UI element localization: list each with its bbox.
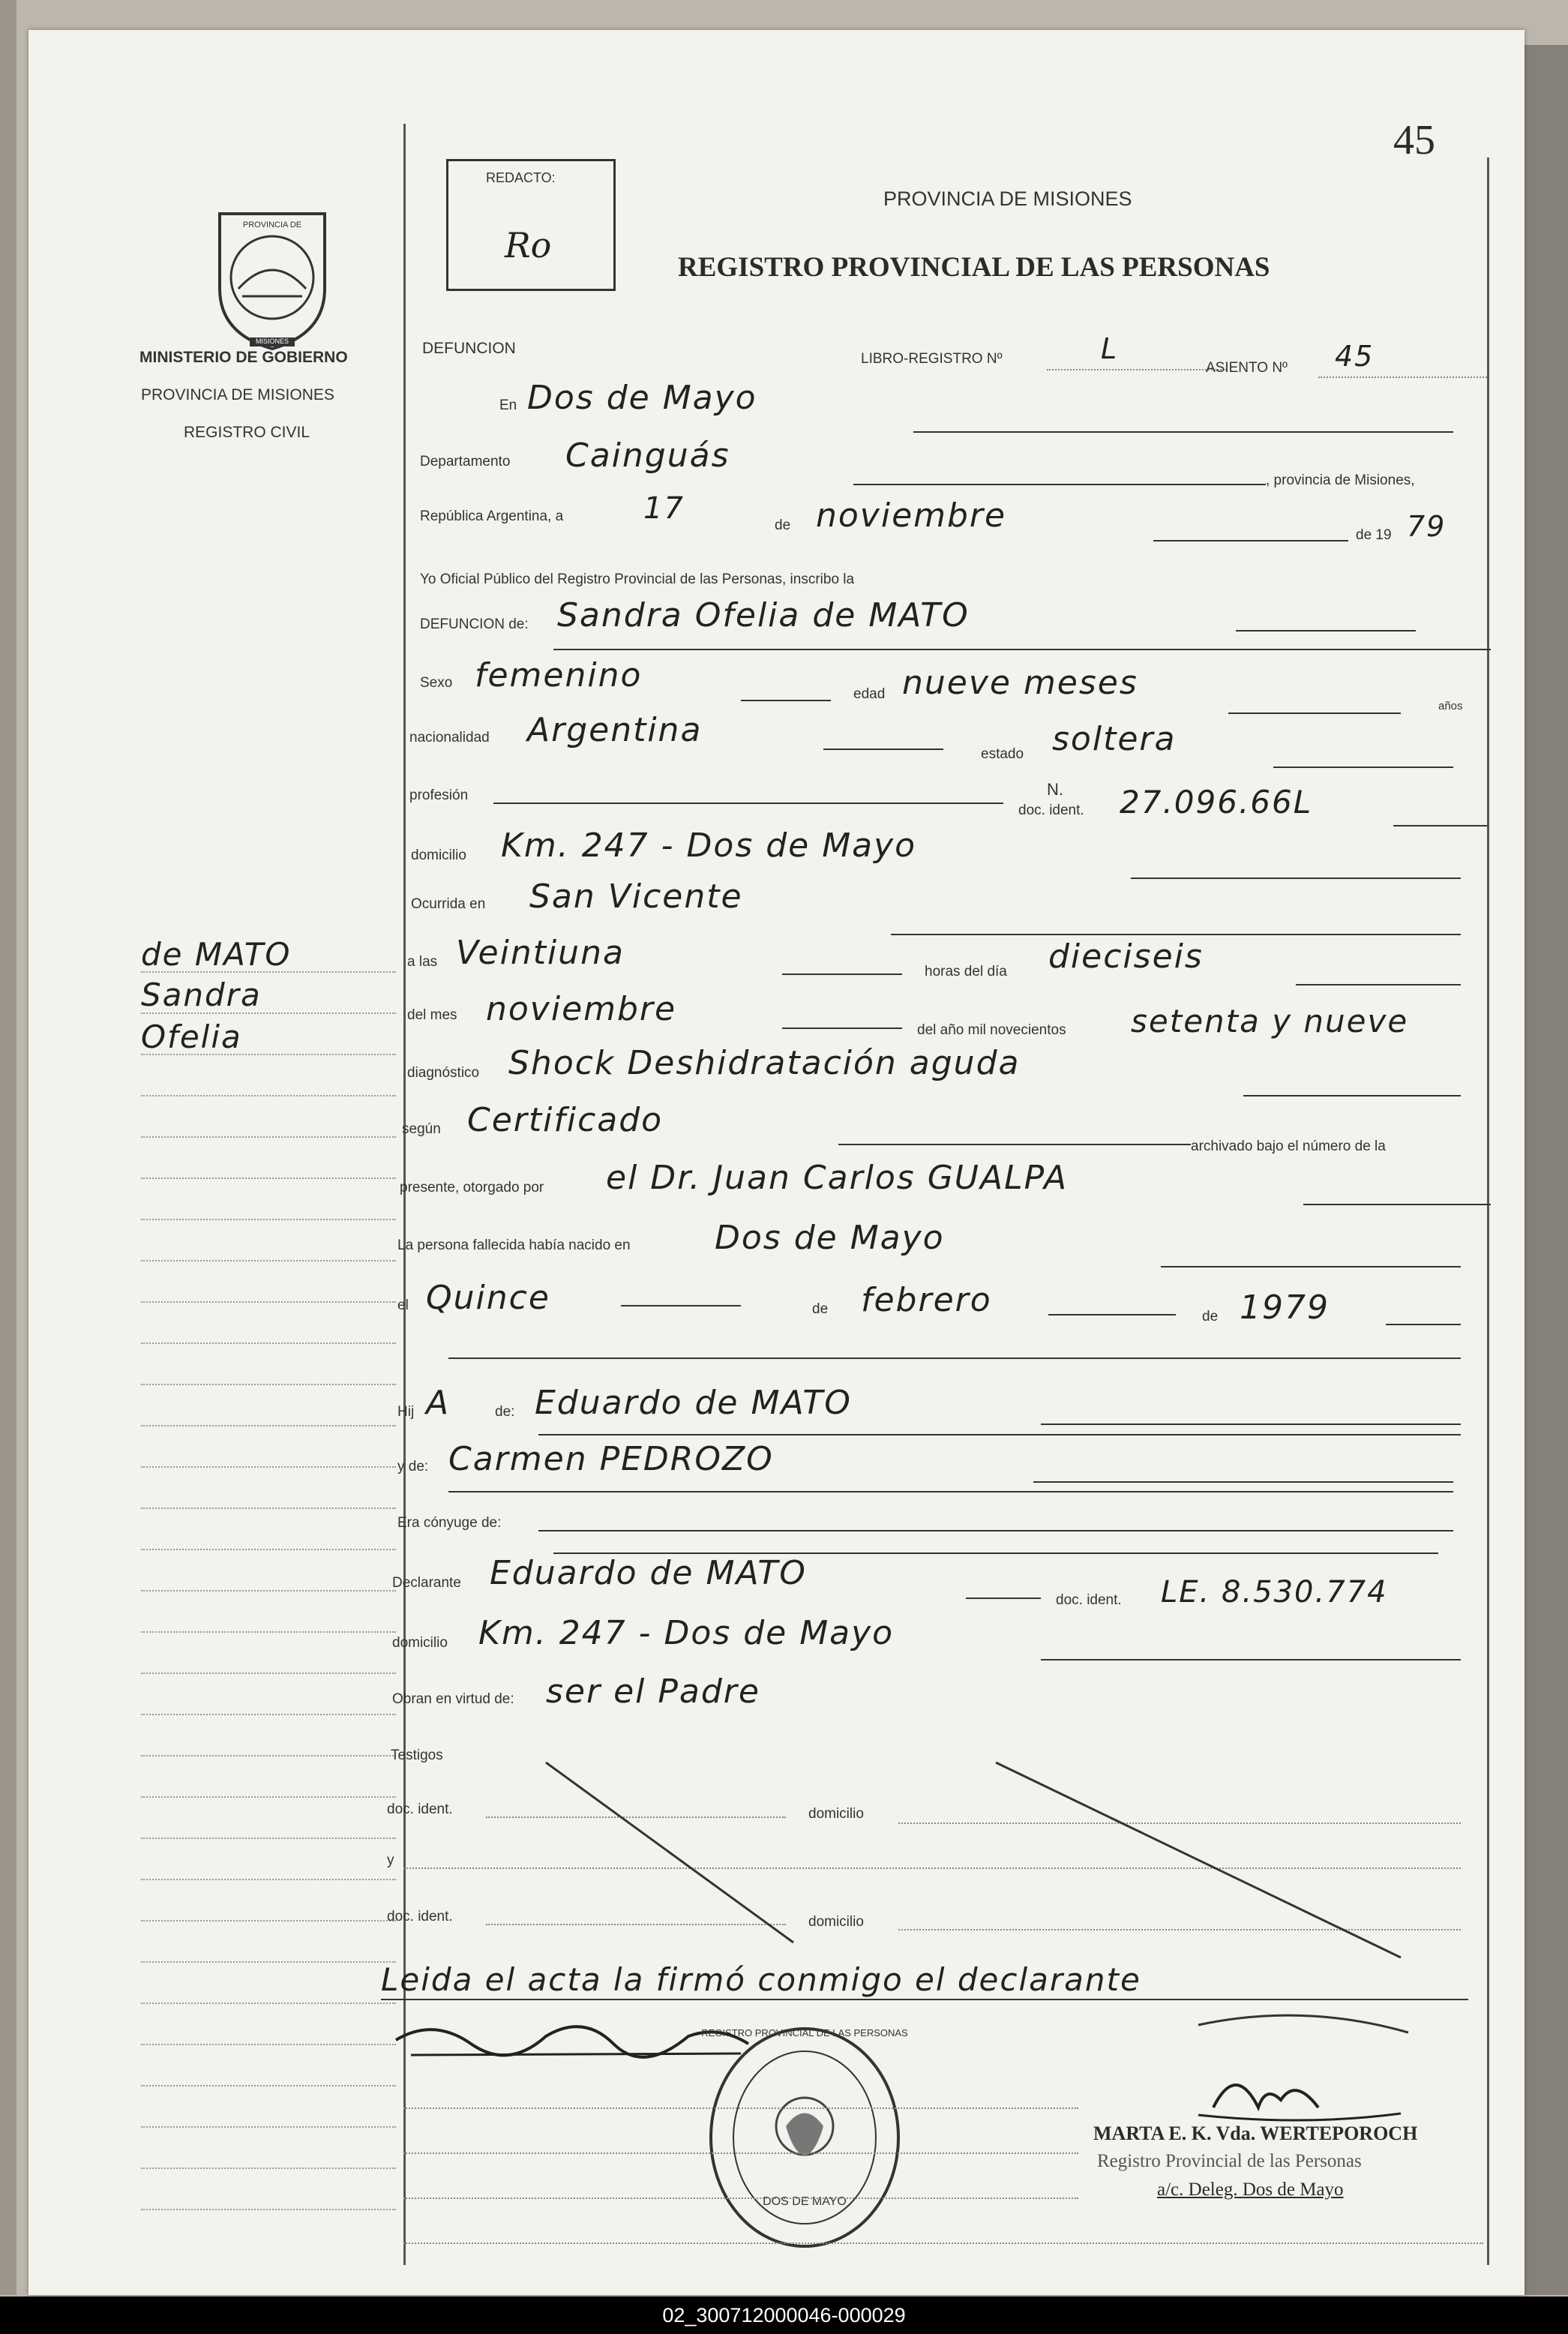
margin-line	[141, 1178, 396, 1179]
svg-text:REGISTRO PROVINCIAL DE LAS PER: REGISTRO PROVINCIAL DE LAS PERSONAS	[701, 2027, 908, 2038]
archivado-label: archivado bajo el número de la	[1191, 1138, 1386, 1154]
diagnostico-value: Shock Deshidratación aguda	[508, 1044, 1021, 1082]
horas-line	[1296, 984, 1461, 986]
anio-value: 79	[1407, 510, 1447, 543]
margin-line	[141, 1136, 396, 1138]
madre-value: Carmen PEDROZO	[448, 1440, 774, 1478]
margin-line	[141, 1631, 396, 1633]
margin-line	[141, 2126, 396, 2128]
right-frame-line	[1487, 158, 1489, 2265]
obran-value: ser el Padre	[546, 1672, 760, 1711]
doc-value: 27.096.66L	[1120, 784, 1313, 820]
ministry-label: MINISTERIO DE GOBIERNO	[139, 349, 348, 366]
anio-mil-value: setenta y nueve	[1131, 1003, 1409, 1040]
asiento-label: ASIENTO Nº	[1206, 360, 1288, 376]
margin-line	[141, 971, 396, 973]
oficial-text: Yo Oficial Público del Registro Provincial de las Personas, inscribo la	[420, 572, 855, 587]
document-page	[28, 30, 1525, 2295]
presente-value: el Dr. Juan Carlos GUALPA	[606, 1159, 1069, 1197]
doc-line	[1393, 825, 1487, 826]
segun-value: Certificado	[467, 1101, 664, 1139]
libro-dots	[1047, 369, 1227, 370]
provincia-suffix: , provincia de Misiones,	[1266, 472, 1415, 488]
y-label: y	[387, 1852, 394, 1868]
defuncion-value: Sandra Ofelia de MATO	[557, 596, 970, 634]
redacto-initials: Ro	[505, 225, 552, 266]
diagnostico-label: diagnóstico	[407, 1065, 480, 1081]
t2-dom-label: domicilio	[808, 1914, 864, 1930]
margin-line	[141, 1425, 396, 1426]
bottom-dots	[403, 2108, 1078, 2109]
nacionalidad-label: nacionalidad	[409, 730, 490, 746]
margin-note-name2: Ofelia	[141, 1018, 242, 1055]
mes-line	[1153, 540, 1348, 542]
margin-line	[141, 1879, 396, 1880]
margin-line	[141, 1508, 396, 1509]
del-mes-line	[782, 1028, 902, 1029]
estado-value: soltera	[1052, 720, 1177, 758]
svg-text:DOS DE MAYO: DOS DE MAYO	[763, 2195, 847, 2208]
el-label: el	[397, 1298, 409, 1313]
anio-mil-label: del año mil novecientos	[917, 1022, 1066, 1038]
margin-line	[141, 1384, 396, 1385]
profesion-line	[493, 802, 1003, 804]
margin-line	[141, 1219, 396, 1220]
blank-line	[448, 1358, 1461, 1359]
el-value: Quince	[426, 1279, 550, 1317]
margin-line	[141, 1714, 396, 1715]
margin-line	[141, 1838, 396, 1839]
edad-line	[1228, 712, 1401, 714]
page-number: 45	[1393, 117, 1435, 164]
doc-label: doc. ident.	[1018, 802, 1084, 818]
margin-line	[141, 1796, 396, 1798]
del-mes-value: noviembre	[486, 990, 677, 1028]
defuncion-label: DEFUNCION de:	[420, 616, 529, 632]
official-delegation: a/c. Deleg. Dos de Mayo	[1157, 2180, 1344, 2200]
decl-doc-value: LE. 8.530.774	[1161, 1575, 1388, 1610]
margin-line	[141, 1961, 396, 1963]
decl-dom-line	[1041, 1659, 1461, 1660]
margin-line	[141, 2085, 396, 2086]
padre-line	[1041, 1424, 1461, 1425]
republica-label: República Argentina, a	[420, 508, 564, 524]
hij-de-label: de:	[495, 1404, 515, 1420]
nacido-label: La persona fallecida había nacido en	[397, 1238, 631, 1253]
conyuge-line	[538, 1530, 1453, 1532]
anos-label: años	[1438, 700, 1463, 712]
official-name: MARTA E. K. Vda. WERTEPOROCH	[1093, 2122, 1418, 2144]
padre-value: Eduardo de MATO	[535, 1384, 852, 1422]
svg-text:PROVINCIA DE: PROVINCIA DE	[242, 220, 302, 230]
nac-anio-value: 1979	[1240, 1288, 1330, 1327]
bottom-dots	[403, 2242, 1483, 2244]
segun-line	[838, 1144, 1191, 1145]
decl-dom-label: domicilio	[392, 1635, 448, 1651]
defuncion-trail-line	[1236, 630, 1416, 632]
testigos-crossout	[508, 1755, 1468, 1980]
margin-line	[141, 2168, 396, 2169]
decl-doc-label: doc. ident.	[1056, 1592, 1122, 1608]
segun-label: según	[402, 1121, 441, 1137]
t1-dom-label: domicilio	[808, 1806, 864, 1822]
ocurrida-label: Ocurrida en	[411, 896, 486, 912]
act-type-label: DEFUNCION	[422, 340, 516, 357]
margin-line	[141, 1095, 396, 1096]
testigos-label: Testigos	[391, 1748, 443, 1763]
en-line	[913, 431, 1453, 433]
nacido-line	[1161, 1266, 1461, 1268]
nac-de-label: de	[812, 1301, 829, 1317]
defuncion-line	[553, 649, 1491, 650]
footer-id: 02_300712000046-000029	[0, 2296, 1568, 2334]
estado-line	[1273, 766, 1453, 768]
obran-label: Obran en virtud de:	[392, 1691, 514, 1707]
declarante-value: Eduardo de MATO	[490, 1554, 807, 1592]
official-title: Registro Provincial de las Personas	[1097, 2151, 1362, 2171]
domicilio-line	[1131, 878, 1461, 879]
margin-line	[141, 1301, 396, 1303]
anio-prefix: de 19	[1356, 527, 1392, 543]
madre-line	[1033, 1481, 1453, 1483]
estado-label: estado	[981, 746, 1024, 762]
del-mes-label: del mes	[407, 1007, 457, 1023]
svg-text:MISIONES: MISIONES	[255, 338, 289, 345]
margin-line	[141, 1755, 396, 1756]
nac-anio-line	[1386, 1324, 1461, 1325]
t2-doc-label: doc. ident.	[387, 1909, 453, 1924]
dia-value: 17	[643, 491, 685, 526]
t1-doc-label: doc. ident.	[387, 1802, 453, 1817]
el-line	[621, 1305, 741, 1306]
margin-line	[141, 1549, 396, 1550]
hij-label: Hij	[397, 1404, 415, 1420]
departamento-label: Departamento	[420, 454, 511, 470]
departamento-value: Cainguás	[565, 436, 730, 475]
province-label: PROVINCIA DE MISIONES	[141, 386, 334, 404]
ocurrida-value: San Vicente	[529, 878, 743, 916]
bottom-dots	[403, 2198, 1078, 2199]
sexo-value: femenino	[475, 656, 643, 694]
province-title: PROVINCIA DE MISIONES	[883, 188, 1132, 210]
horas-value: dieciseis	[1048, 938, 1204, 976]
margin-note-name1: Sandra	[141, 976, 262, 1013]
nacionalidad-line	[823, 748, 943, 750]
presente-label: presente, otorgado por	[400, 1180, 544, 1196]
presente-line	[1303, 1204, 1491, 1205]
sexo-line	[741, 700, 831, 701]
a-las-line	[782, 974, 902, 975]
provincial-emblem	[205, 199, 340, 356]
declarante-label: Declarante	[392, 1575, 461, 1591]
redacto-label: REDACTO:	[486, 170, 556, 185]
redacto-box	[446, 159, 616, 291]
doc-mark: N.	[1047, 780, 1063, 799]
declarante-line	[966, 1598, 1041, 1599]
a-las-label: a las	[407, 954, 438, 970]
margin-line	[141, 1466, 396, 1468]
bottom-dots	[403, 2152, 1078, 2154]
margin-line	[141, 1012, 396, 1014]
margin-line	[141, 1920, 396, 1922]
margin-line	[141, 2209, 396, 2210]
nac-mes-value: febrero	[861, 1281, 992, 1319]
margin-line	[141, 1342, 396, 1344]
margin-note-surname: de MATO	[141, 936, 292, 973]
decl-dom-value: Km. 247 - Dos de Mayo	[478, 1614, 895, 1652]
padre-underline	[538, 1434, 1461, 1436]
libro-value: L	[1101, 332, 1119, 365]
domicilio-label: domicilio	[411, 848, 466, 863]
ocurrida-line	[891, 934, 1461, 935]
edad-label: edad	[853, 686, 886, 702]
margin-line	[141, 1260, 396, 1262]
diagnostico-line	[1243, 1095, 1461, 1096]
margin-line	[141, 1054, 396, 1055]
domicilio-value: Km. 247 - Dos de Mayo	[501, 826, 917, 865]
registry-title: REGISTRO PROVINCIAL DE LAS PERSONAS	[678, 252, 1270, 283]
margin-line	[141, 1672, 396, 1674]
conyuge-label: Era cónyuge de:	[397, 1515, 502, 1531]
margin-line	[141, 2044, 396, 2045]
nac-mes-line	[1048, 1314, 1176, 1316]
madre-underline	[448, 1491, 1453, 1492]
de-label: de	[775, 518, 791, 533]
sexo-label: Sexo	[420, 675, 453, 691]
nacido-value: Dos de Mayo	[715, 1219, 945, 1257]
nacionalidad-value: Argentina	[527, 711, 703, 749]
hij-suffix: A	[426, 1384, 451, 1422]
asiento-value: 45	[1335, 340, 1375, 373]
registry-seal	[692, 2014, 917, 2261]
office-label: REGISTRO CIVIL	[184, 424, 310, 441]
profesion-label: profesión	[409, 788, 469, 803]
mes-value: noviembre	[816, 496, 1007, 535]
en-label: En	[499, 398, 517, 413]
departamento-line	[853, 484, 1266, 485]
horas-label: horas del día	[925, 964, 1007, 980]
binder-edge	[0, 0, 16, 2295]
leida-text: Leida el acta la firmó conmigo el declarante	[381, 1961, 1141, 1998]
nac-de2-label: de	[1202, 1309, 1219, 1324]
libro-label: LIBRO-REGISTRO Nº	[861, 351, 1003, 367]
margin-line	[141, 1590, 396, 1592]
a-las-value: Veintiuna	[456, 934, 625, 972]
en-value: Dos de Mayo	[527, 379, 757, 417]
asiento-dots	[1318, 376, 1487, 378]
edad-value: nueve meses	[902, 664, 1138, 702]
y-de-label: y de:	[397, 1459, 429, 1474]
margin-line	[141, 2002, 396, 2004]
